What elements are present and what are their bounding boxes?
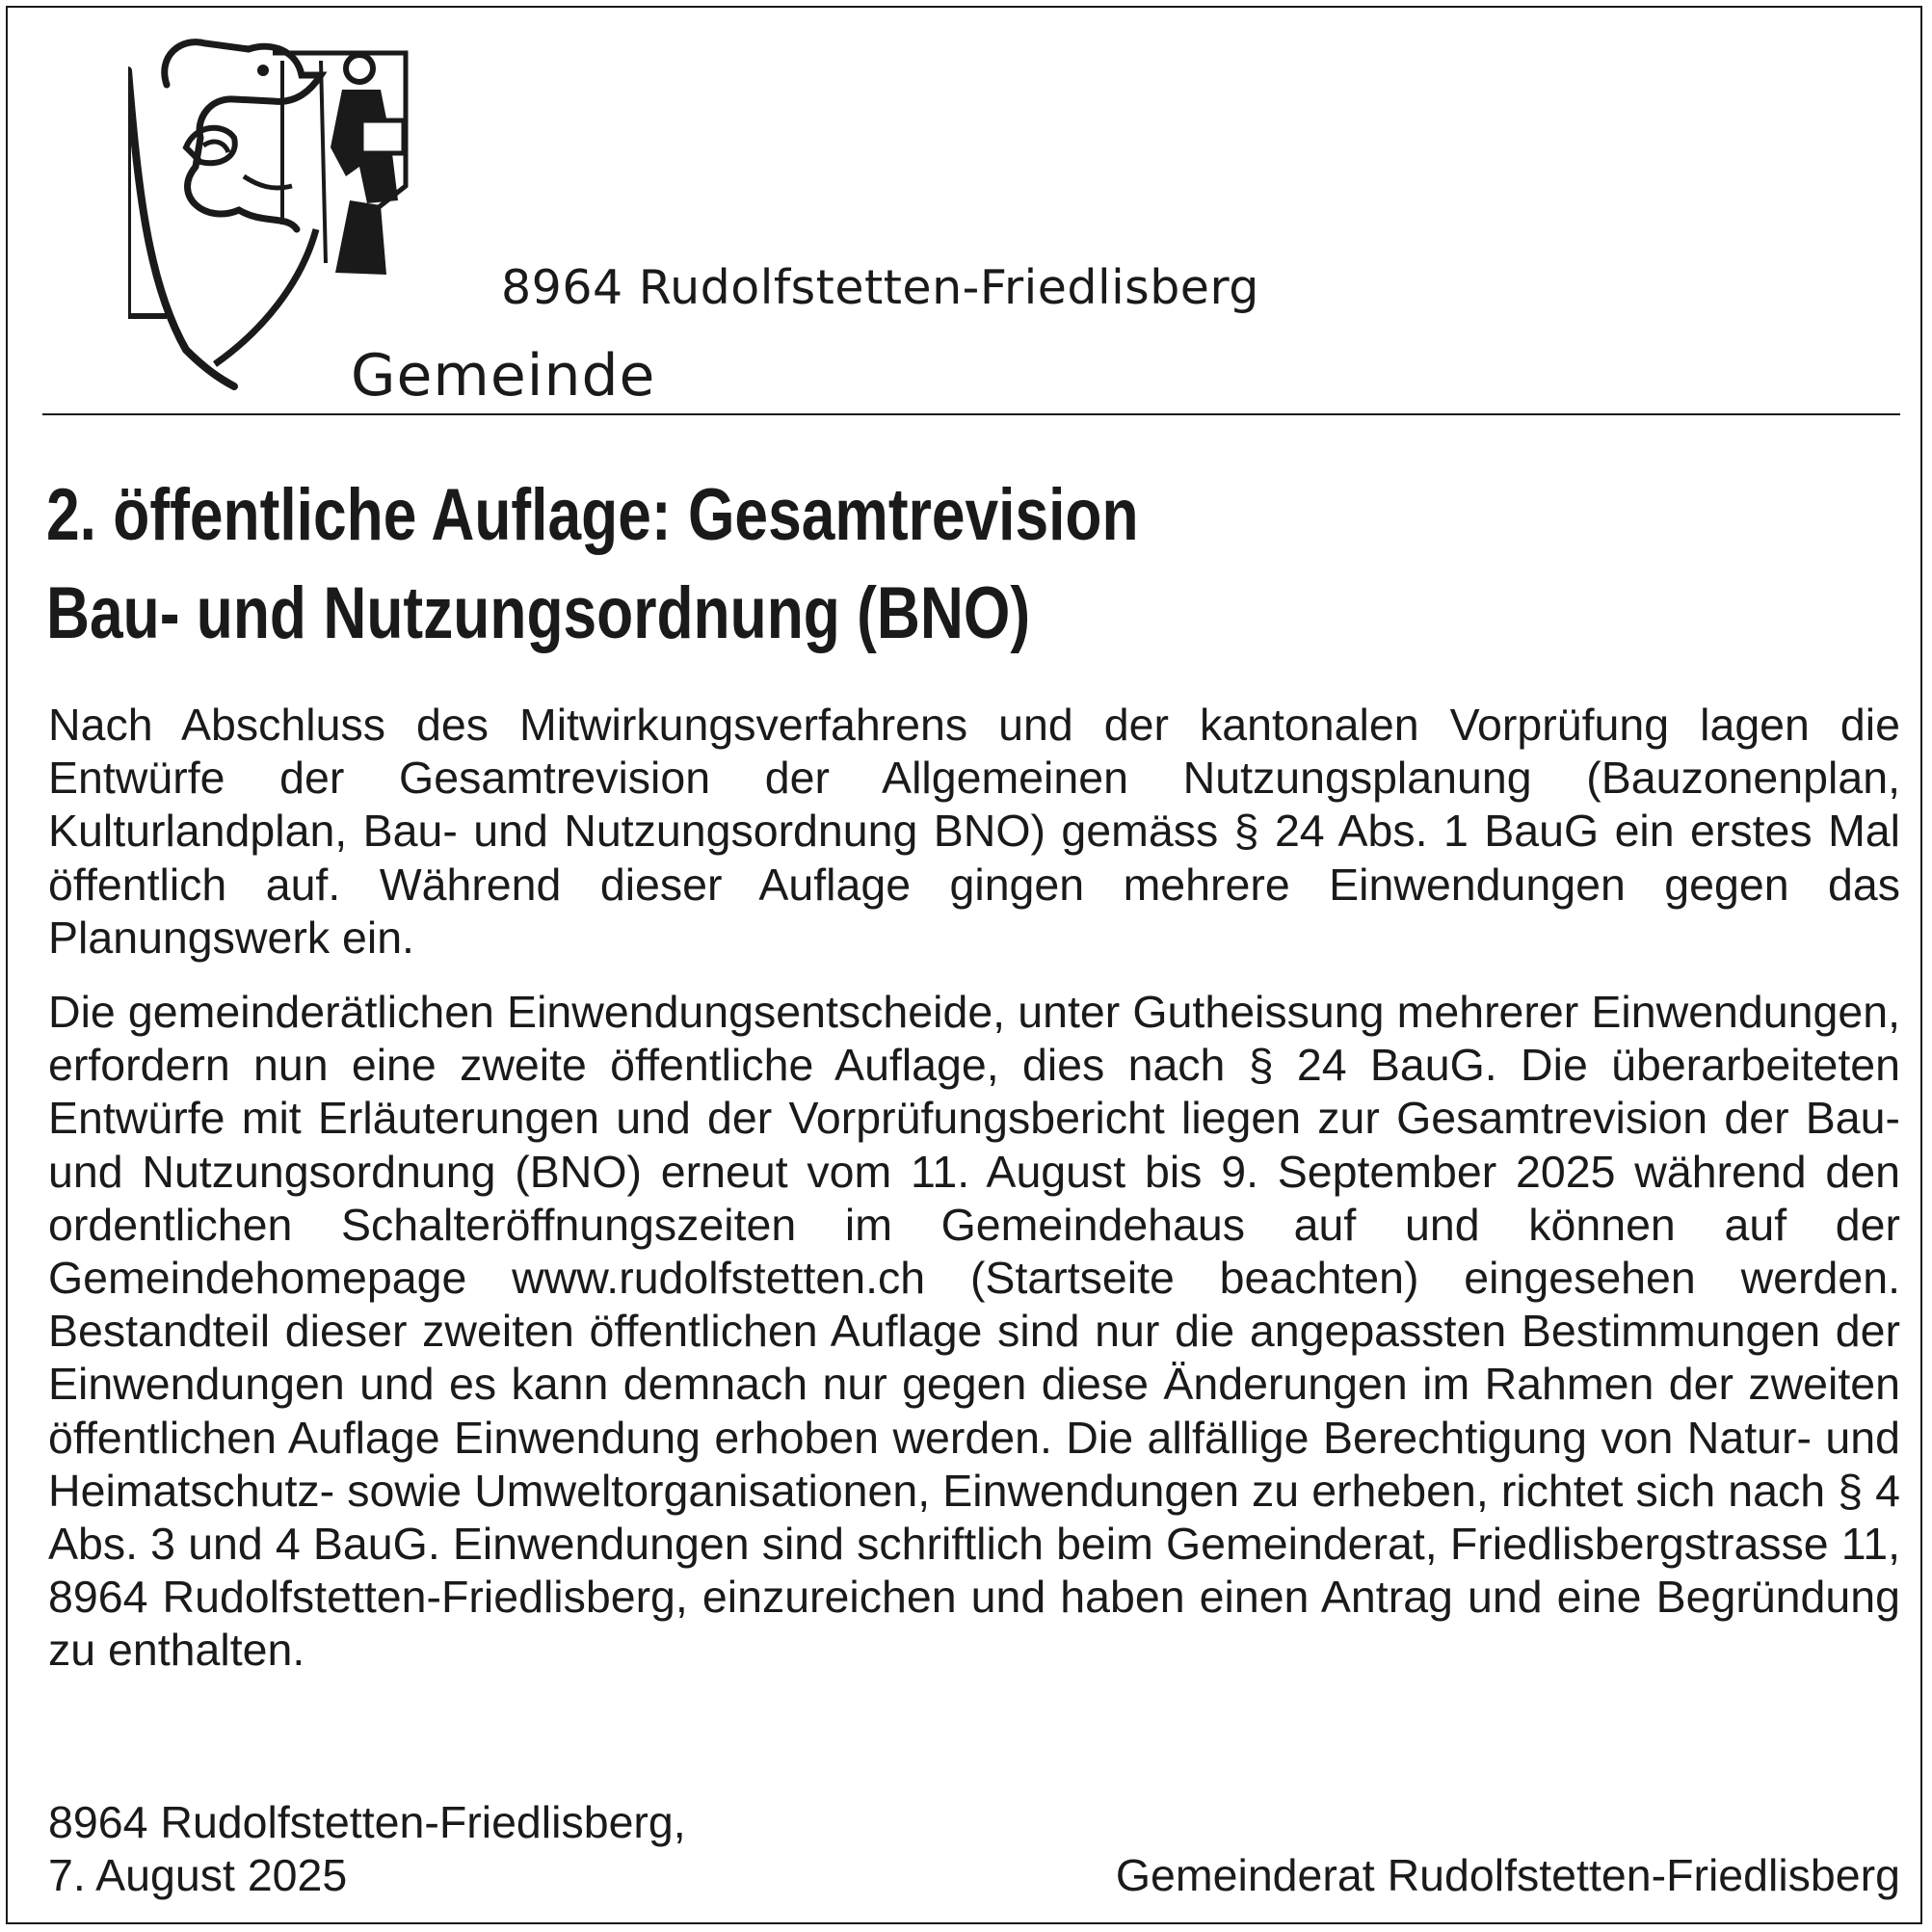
- notice-title-line-1: 2. öffentliche Auflage: Gesamtrevision: [46, 474, 1139, 556]
- paragraph-2: Die gemeinderätlichen Einwendungsentscheide, unter Gutheissung mehrerer Einwendungen, erfordern nun eine zweite öffentliche Auflage, dies nach § 24 BauG. Die überarbeiteten Entwürfe mit Erläuterungen und der Vorprüfungsbericht liegen zur Gesamtrevision der Bau- und Nutzungsordnung (BNO) erneut vom 11. August bis 9. September 2025 während den ordentlichen Schalteröffnungszeiten im Gemeindehaus auf und können auf der Gemeindehomepage www.rudolfstetten.ch (Startseite beachten) eingesehen werden. Bestandteil dieser zweiten öffentlichen Auflage sind nur die angepassten Bestimmungen der Einwendungen und es kann demnach nur gegen diese Änderungen im Rahmen der zweiten öffentlichen Auflage Einwendung erhoben werden. Die allfällige Berechtigung von Natur- und Heimatschutz- sowie Umweltorganisationen, Einwendungen zu erheben, richtet sich nach § 4 Abs. 3 und 4 BauG. Einwendungen sind schriftlich beim Gemeinderat, Friedlisbergstrasse 11, 8964 Rudolfstetten-Friedlisberg, einzureichen und haben einen Antrag und eine Begründung zu enthalten.: [48, 987, 1900, 1676]
- notice-title: [46, 466, 1563, 663]
- footer-signer: Gemeinderat Rudolfstetten-Friedlisberg: [1115, 1850, 1900, 1900]
- municipal-coat-of-arms-logo: [128, 32, 417, 393]
- footer-date: 7. August 2025: [48, 1850, 348, 1900]
- paragraph-1: Nach Abschluss des Mitwirkungsverfahrens und der kantonalen Vorprüfung lagen die Entwürfe der Gesamtrevision der Allgemeinen Nutzungsplanung (Bauzonenplan, Kulturlandplan, Bau- und Nutzungsordnung BNO) gemäss § 24 Abs. 1 BauG ein erstes Mal öffentlich auf. Während dieser Auflage gingen mehrere Einwendungen gegen das Planungswerk ein.: [48, 700, 1900, 963]
- notice-body: [48, 699, 1900, 1678]
- header-divider: [42, 413, 1900, 415]
- notice-frame: [6, 6, 1922, 1924]
- notice-title-line-2: Bau- und Nutzungsordnung (BNO): [46, 572, 1031, 654]
- gemeinde-label: Gemeinde: [351, 342, 656, 410]
- footer-place: 8964 Rudolfstetten-Friedlisberg,: [48, 1797, 686, 1847]
- municipality-name: 8964 Rudolfstetten-Friedlisberg: [501, 260, 1259, 315]
- notice-footer: [48, 1796, 1900, 1902]
